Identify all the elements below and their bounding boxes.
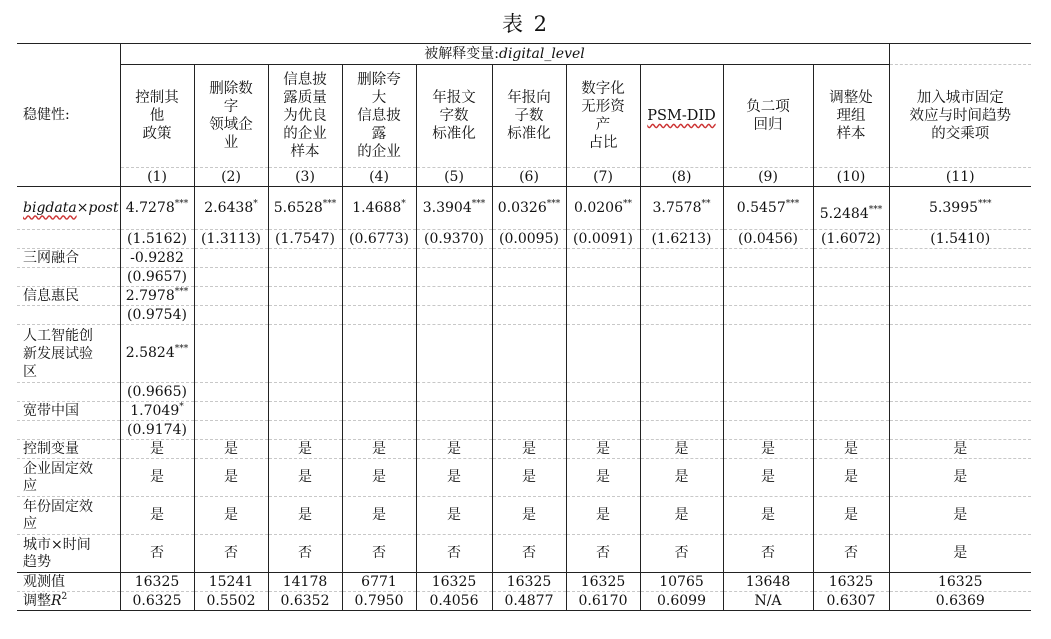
obs-cell-7: 16325 <box>566 573 640 592</box>
year_fe-cell-9: 是 <box>723 497 813 535</box>
coef-bigdata-value-8: 3.7578 <box>652 199 702 216</box>
city_trend-cell-4: 否 <box>342 535 416 573</box>
firm_fe-cell-1: 是 <box>120 459 194 497</box>
coef-bigdata-stars-1: *** <box>174 198 189 209</box>
obs-cell-4: 6771 <box>342 573 416 592</box>
label-sanwang: 三网融合 <box>17 249 120 268</box>
se-bigdata-9: (0.0456) <box>723 230 813 249</box>
obs-cell-8: 10765 <box>640 573 723 592</box>
r2-cell-9: N/A <box>723 592 813 611</box>
column-label-10: 调整处 理组 样本 <box>829 90 873 142</box>
label-year_fe-text: 年份固定效 应 <box>23 498 93 532</box>
column-number-9: (9) <box>723 168 813 187</box>
column-number-1: (1) <box>120 168 194 187</box>
column-label-11: 加入城市固定 效应与时间趋势 的交乘项 <box>909 90 1012 142</box>
coef-bigdata-value-6: 0.0326 <box>497 199 547 216</box>
coef-ai-stars: *** <box>174 344 189 354</box>
year_fe-cell-1: 是 <box>120 497 194 535</box>
coef-bigdata-stars-9: *** <box>785 198 800 209</box>
controls-cell-11: 是 <box>889 440 1031 459</box>
se-bigdata-7: (0.0091) <box>566 230 640 249</box>
label-r: R <box>51 592 62 609</box>
column-label-2: 删除数 字 领域企 业 <box>209 81 253 151</box>
se-bigdata-2: (1.3113) <box>194 230 268 249</box>
column-number-3: (3) <box>268 168 342 187</box>
label-kuandai: 宽带中国 <box>17 402 120 421</box>
se-bigdata-1: (1.5162) <box>120 230 194 249</box>
coef-bigdata-stars-4: * <box>401 198 406 209</box>
row-bigdata-se <box>17 230 1031 249</box>
coef-bigdata-value-4: 1.4688 <box>352 199 402 216</box>
coef-kuandai-value: 1.7049 <box>130 402 180 419</box>
r2-cell-10: 0.6307 <box>813 592 889 611</box>
label-obs <box>17 573 120 592</box>
se-bigdata-10: (1.6072) <box>813 230 889 249</box>
column-header-4 <box>342 65 416 168</box>
coef-bigdata-wrap-4 <box>352 200 406 216</box>
column-header-5 <box>416 65 492 168</box>
row-xinxi-se <box>17 306 1031 325</box>
column-number-10: (10) <box>813 168 889 187</box>
coef-bigdata-value-5: 3.3904 <box>422 199 472 216</box>
label-firm_fe <box>17 459 120 497</box>
controls-cell-1: 是 <box>120 440 194 459</box>
coef-bigdata-wrap-6 <box>498 200 561 216</box>
city_trend-cell-6: 否 <box>492 535 566 573</box>
city_trend-cell-3: 否 <box>268 535 342 573</box>
table-title: 表 2 <box>501 12 550 36</box>
column-number-4: (4) <box>342 168 416 187</box>
column-header-10 <box>813 65 889 168</box>
coef-xinxi-value: 2.7978 <box>125 287 175 304</box>
row-observations <box>17 573 1031 592</box>
coef-bigdata-5 <box>416 187 492 230</box>
row-controls <box>17 440 1031 459</box>
year_fe-cell-4: 是 <box>342 497 416 535</box>
row-label-robustness: 稳健性: <box>17 44 120 187</box>
coef-kuandai-stars: * <box>179 401 184 412</box>
obs-cell-9: 13648 <box>723 573 813 592</box>
coef-bigdata-2 <box>194 187 268 230</box>
coef-bigdata-wrap-10 <box>820 206 883 223</box>
column-number-7: (7) <box>566 168 640 187</box>
controls-cell-4: 是 <box>342 440 416 459</box>
coef-bigdata-7 <box>566 187 640 230</box>
label-r2-exp: 2 <box>61 591 68 602</box>
controls-cell-5: 是 <box>416 440 492 459</box>
coef-bigdata-4 <box>342 187 416 230</box>
r2-cell-3: 0.6352 <box>268 592 342 611</box>
column-number-5: (5) <box>416 168 492 187</box>
coef-xinxi <box>120 287 194 306</box>
column-label-row <box>17 65 1031 168</box>
coef-sanwang-value: -0.9282 <box>130 249 184 266</box>
column-label-8: PSM-DID <box>647 108 716 124</box>
column-number-2: (2) <box>194 168 268 187</box>
city_trend-cell-8: 否 <box>640 535 723 573</box>
coef-bigdata-wrap-5 <box>423 200 486 216</box>
year_fe-cell-6: 是 <box>492 497 566 535</box>
city_trend-cell-5: 否 <box>416 535 492 573</box>
firm_fe-cell-9: 是 <box>723 459 813 497</box>
firm_fe-cell-8: 是 <box>640 459 723 497</box>
coef-bigdata-value-2: 2.6438 <box>204 199 254 216</box>
label-obs-text: 观测值 <box>23 573 65 590</box>
coef-bigdata-wrap-7 <box>574 200 632 216</box>
coef-bigdata-wrap-3 <box>274 200 337 216</box>
firm_fe-cell-6: 是 <box>492 459 566 497</box>
year_fe-cell-5: 是 <box>416 497 492 535</box>
robustness-table <box>17 43 1031 611</box>
column-number-6: (6) <box>492 168 566 187</box>
column-header-11 <box>889 65 1031 168</box>
coef-bigdata-value-11: 5.3995 <box>929 199 979 216</box>
coef-bigdata-value-3: 5.6528 <box>273 199 323 216</box>
coef-bigdata-stars-6: *** <box>546 198 561 209</box>
se-bigdata-4: (0.6773) <box>342 230 416 249</box>
column-label-5: 年报文 字数 标准化 <box>432 90 476 142</box>
coef-bigdata-stars-11: *** <box>978 198 992 209</box>
firm_fe-cell-11: 是 <box>889 459 1031 497</box>
controls-cell-7: 是 <box>566 440 640 459</box>
firm_fe-cell-10: 是 <box>813 459 889 497</box>
se-xinxi: (0.9754) <box>120 306 194 325</box>
year_fe-cell-2: 是 <box>194 497 268 535</box>
row-ai <box>17 325 1031 383</box>
column-label-9: 负二项 回归 <box>746 99 790 133</box>
coef-bigdata-9 <box>723 187 813 230</box>
blank-label <box>17 230 120 249</box>
column-number-row <box>17 168 1031 187</box>
coef-bigdata-value-10: 5.2484 <box>819 205 869 222</box>
column-header-2 <box>194 65 268 168</box>
coef-bigdata-10 <box>813 187 889 230</box>
column-header-8 <box>640 65 723 168</box>
coef-bigdata-stars-3: *** <box>322 198 337 209</box>
coef-ai <box>120 325 194 383</box>
coef-bigdata-value-9: 0.5457 <box>736 199 786 216</box>
city_trend-cell-10: 否 <box>813 535 889 573</box>
city_trend-cell-2: 否 <box>194 535 268 573</box>
controls-cell-10: 是 <box>813 440 889 459</box>
city_trend-cell-7: 否 <box>566 535 640 573</box>
se-ai: (0.9665) <box>120 383 194 402</box>
column-label-6: 年报向 子数 标准化 <box>507 90 551 142</box>
label-ai-text: 人工智能创 新发展试验 区 <box>23 327 93 380</box>
coef-sanwang <box>120 249 194 268</box>
coef-bigdata-11 <box>889 187 1031 230</box>
label-city_trend-text: 城市×时间 趋势 <box>23 536 91 570</box>
column-label-3: 信息披 露质量 为优良 的企业 样本 <box>283 72 327 160</box>
column-header-3 <box>268 65 342 168</box>
r2-cell-5: 0.4056 <box>416 592 492 611</box>
year_fe-cell-10: 是 <box>813 497 889 535</box>
city_trend-cell-1: 否 <box>120 535 194 573</box>
coef-bigdata-wrap-11 <box>929 200 992 216</box>
row-ai-se <box>17 383 1031 402</box>
controls-cell-3: 是 <box>268 440 342 459</box>
coef-bigdata-wrap-1 <box>126 200 189 216</box>
coef-kuandai <box>120 402 194 421</box>
obs-cell-2: 15241 <box>194 573 268 592</box>
dep-var-prefix: 被解释变量: <box>424 45 499 62</box>
coef-bigdata-1 <box>120 187 194 230</box>
row-kuandai-se <box>17 421 1031 440</box>
dep-var-name: digital_level <box>498 45 585 62</box>
row-adj-r2 <box>17 592 1031 611</box>
label-xinxi: 信息惠民 <box>17 287 120 306</box>
column-header-7 <box>566 65 640 168</box>
label-year_fe <box>17 497 120 535</box>
coef-bigdata-value-1: 4.7278 <box>125 199 175 216</box>
se-sanwang: (0.9657) <box>120 268 194 287</box>
obs-cell-5: 16325 <box>416 573 492 592</box>
r2-cell-11: 0.6369 <box>889 592 1031 611</box>
se-bigdata-5: (0.9370) <box>416 230 492 249</box>
coef-bigdata-stars-2: * <box>253 198 258 209</box>
dep-var-row <box>17 44 1031 65</box>
city_trend-cell-11: 是 <box>889 535 1031 573</box>
row-xinxi <box>17 287 1031 306</box>
firm_fe-cell-5: 是 <box>416 459 492 497</box>
year_fe-cell-11: 是 <box>889 497 1031 535</box>
r2-cell-4: 0.7950 <box>342 592 416 611</box>
se-bigdata-3: (1.7547) <box>268 230 342 249</box>
se-bigdata-11: (1.5410) <box>889 230 1031 249</box>
controls-cell-8: 是 <box>640 440 723 459</box>
label-bigdata-post <box>17 187 120 230</box>
coef-bigdata-stars-7: ** <box>623 198 632 209</box>
column-header-6 <box>492 65 566 168</box>
se-bigdata-8: (1.6213) <box>640 230 723 249</box>
firm_fe-cell-7: 是 <box>566 459 640 497</box>
year_fe-cell-3: 是 <box>268 497 342 535</box>
row-year-fe <box>17 497 1031 535</box>
row-sanwang <box>17 249 1031 268</box>
obs-cell-11: 16325 <box>889 573 1031 592</box>
column-label-4: 删除夸 大 信息披 露 的企业 <box>357 72 401 160</box>
coef-bigdata-value-7: 0.0206 <box>574 199 623 216</box>
label-adj: 调整 <box>23 592 51 609</box>
label-firm_fe-text: 企业固定效 应 <box>23 460 93 494</box>
blank-header-cell <box>889 44 1031 65</box>
r2-cell-1: 0.6325 <box>120 592 194 611</box>
label-controls <box>17 440 120 459</box>
coef-bigdata-stars-8: ** <box>701 198 711 209</box>
column-header-9 <box>723 65 813 168</box>
r2-cell-8: 0.6099 <box>640 592 723 611</box>
row-firm-fe <box>17 459 1031 497</box>
column-header-1 <box>120 65 194 168</box>
label-controls-text: 控制变量 <box>23 440 79 457</box>
controls-cell-9: 是 <box>723 440 813 459</box>
coef-bigdata-stars-5: *** <box>471 198 486 209</box>
coef-xinxi-stars: *** <box>174 286 189 297</box>
label-bigdata: bigdata <box>23 199 77 216</box>
label-post: ×post <box>76 199 119 216</box>
row-sanwang-se <box>17 268 1031 287</box>
obs-cell-1: 16325 <box>120 573 194 592</box>
r2-cell-6: 0.4877 <box>492 592 566 611</box>
controls-cell-6: 是 <box>492 440 566 459</box>
r2-cell-7: 0.6170 <box>566 592 640 611</box>
column-number-8: (8) <box>640 168 723 187</box>
coef-bigdata-wrap-9 <box>737 200 800 216</box>
row-bigdata-post <box>17 187 1031 230</box>
city_trend-cell-9: 否 <box>723 535 813 573</box>
coef-bigdata-3 <box>268 187 342 230</box>
label-adj-r2 <box>17 592 120 611</box>
column-label-1: 控制其 他 政策 <box>135 90 179 142</box>
coef-ai-value: 2.5824 <box>125 345 175 361</box>
obs-cell-10: 16325 <box>813 573 889 592</box>
dep-var-caption <box>120 44 889 65</box>
obs-cell-3: 14178 <box>268 573 342 592</box>
year_fe-cell-7: 是 <box>566 497 640 535</box>
coef-bigdata-8 <box>640 187 723 230</box>
controls-cell-2: 是 <box>194 440 268 459</box>
coef-bigdata-wrap-2 <box>204 200 258 216</box>
firm_fe-cell-2: 是 <box>194 459 268 497</box>
r2-cell-2: 0.5502 <box>194 592 268 611</box>
label-city_trend <box>17 535 120 573</box>
se-kuandai: (0.9174) <box>120 421 194 440</box>
column-label-7: 数字化 无形资 产 占比 <box>581 81 625 151</box>
coef-bigdata-wrap-8 <box>653 200 711 216</box>
year_fe-cell-8: 是 <box>640 497 723 535</box>
row-kuandai <box>17 402 1031 421</box>
se-bigdata-6: (0.0095) <box>492 230 566 249</box>
coef-bigdata-stars-10: *** <box>868 204 883 215</box>
column-number-11: (11) <box>889 168 1031 187</box>
obs-cell-6: 16325 <box>492 573 566 592</box>
label-ai <box>17 325 120 383</box>
firm_fe-cell-4: 是 <box>342 459 416 497</box>
coef-bigdata-6 <box>492 187 566 230</box>
row-city-trend <box>17 535 1031 573</box>
firm_fe-cell-3: 是 <box>268 459 342 497</box>
